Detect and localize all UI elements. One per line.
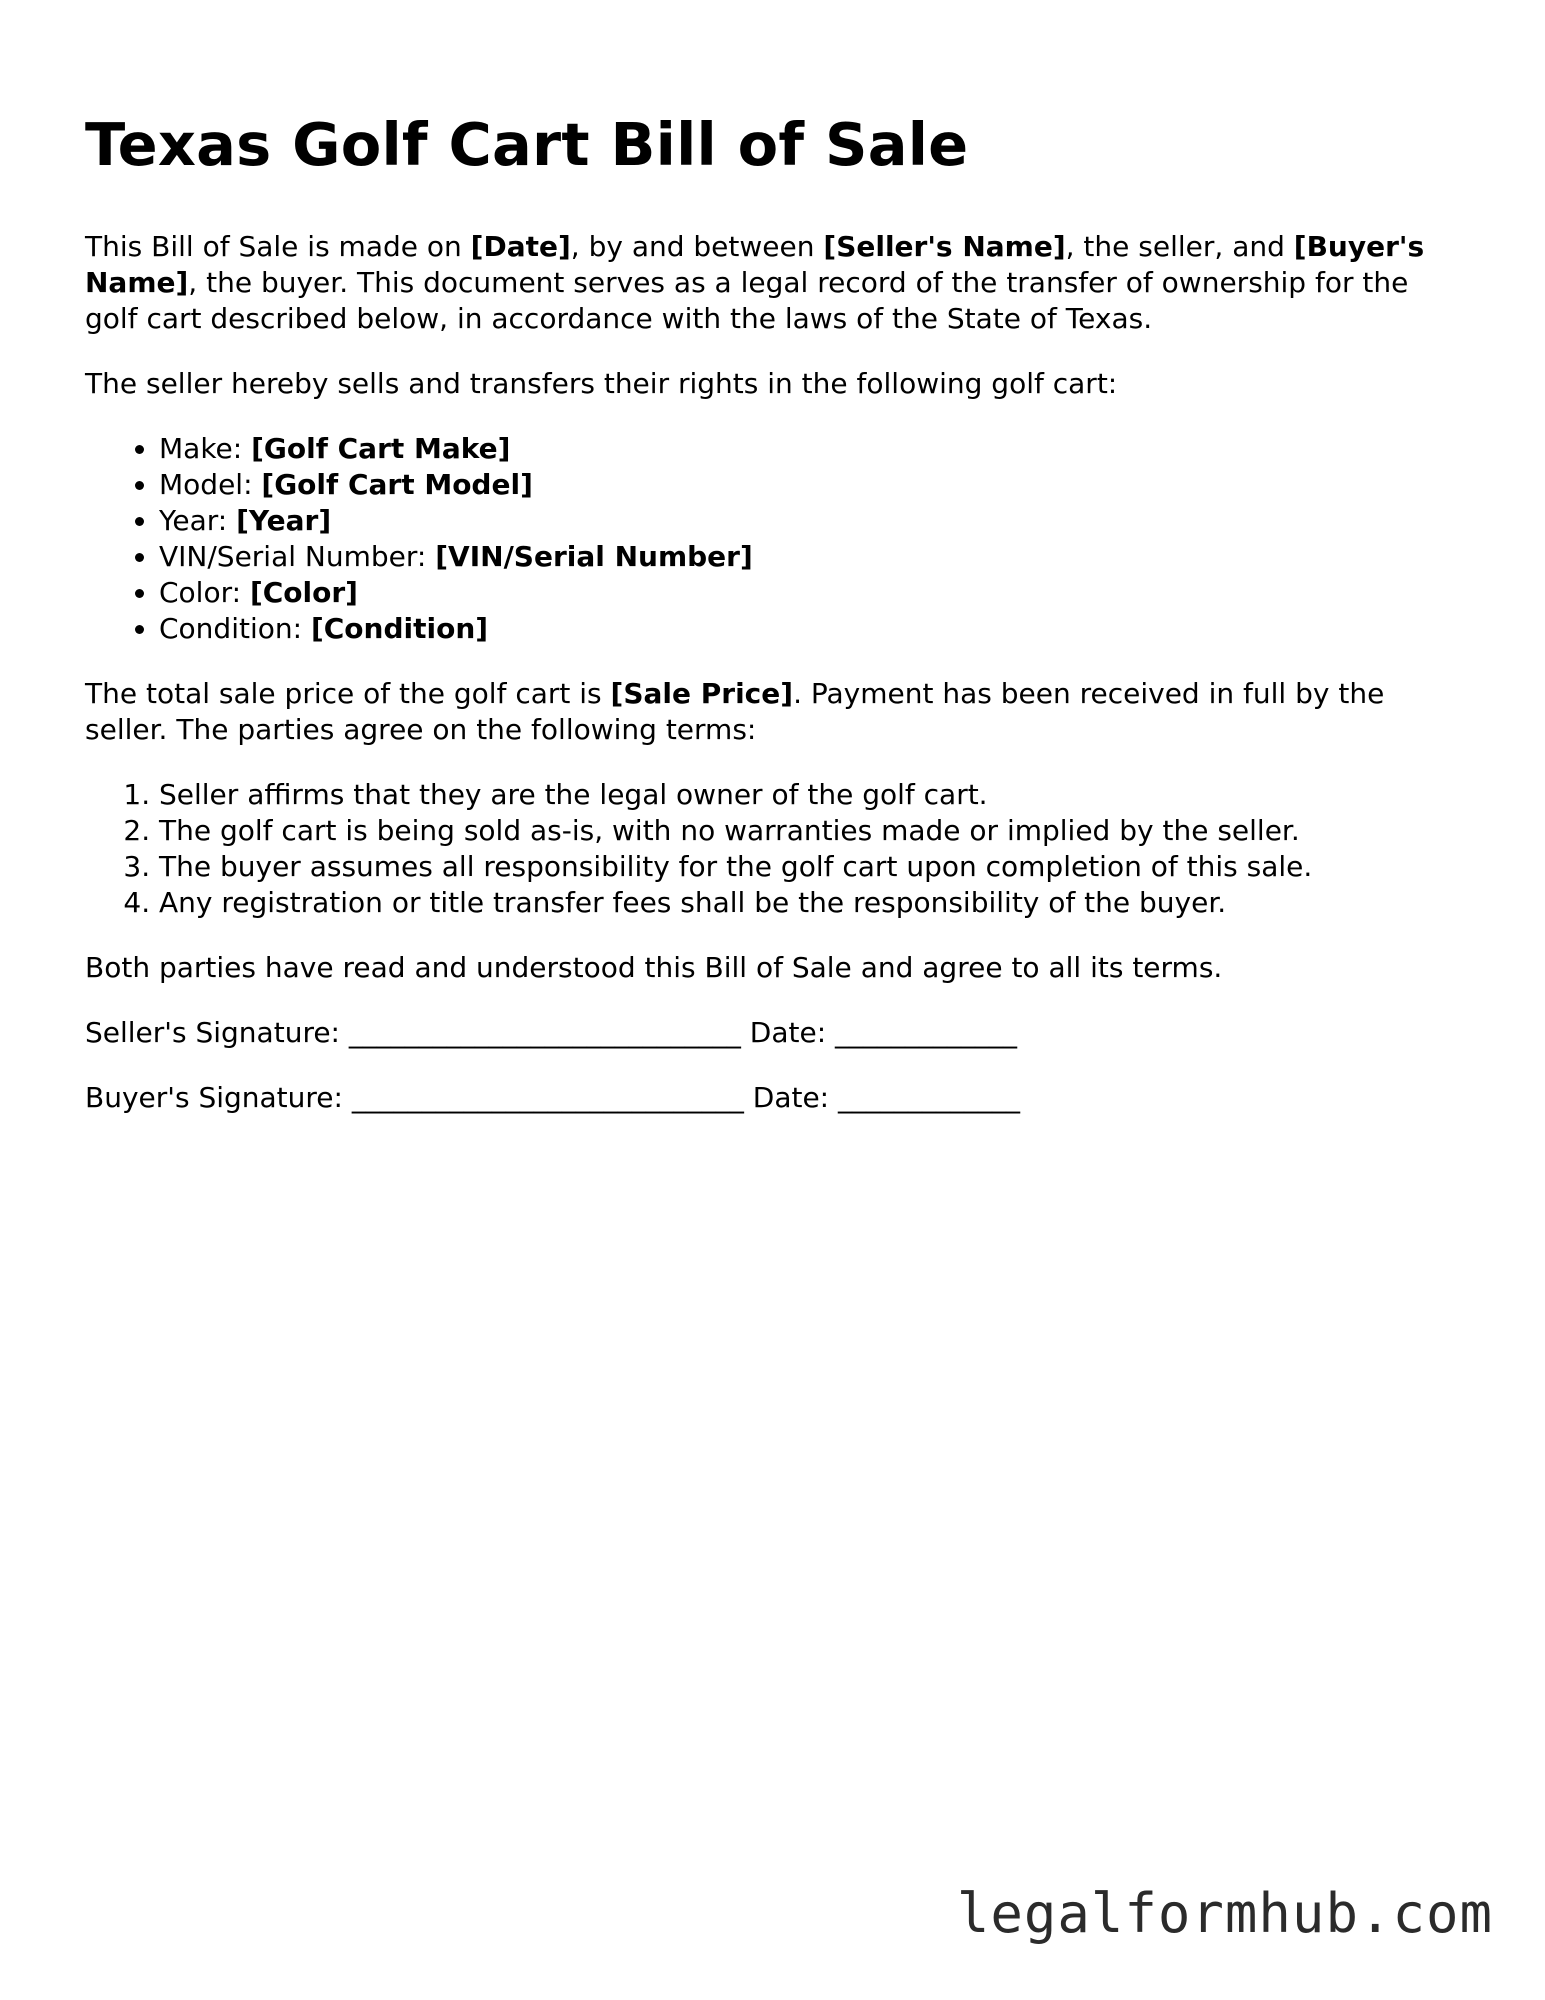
list-item — [159, 539, 1465, 575]
detail-value: [Condition] — [310, 612, 489, 645]
detail-label: Color: — [159, 576, 250, 609]
detail-label: Model: — [159, 468, 262, 501]
watermark: legalformhub.com — [956, 1882, 1493, 1945]
seller-name-placeholder: [Seller's Name] — [823, 230, 1066, 263]
document-page — [85, 105, 1465, 1145]
agreement-paragraph: Both parties have read and understood this Bill of Sale and agree to all its terms. — [85, 951, 1223, 984]
list-item — [159, 503, 1465, 539]
detail-value: [Golf Cart Model] — [261, 468, 533, 501]
detail-value: [Golf Cart Make] — [251, 432, 511, 465]
list-item: 3. The buyer assumes all responsibility for the golf cart upon completion of this sale. — [159, 849, 1465, 885]
list-item — [159, 431, 1465, 467]
price-paragraph — [85, 676, 1465, 748]
list-item — [159, 575, 1465, 611]
document-title: Texas Golf Cart Bill of Sale — [85, 110, 969, 179]
price-text-1: The total sale price of the golf cart is — [85, 677, 611, 710]
list-item: 4. Any registration or title transfer fees shall be the responsibility of the buyer. — [159, 885, 1465, 921]
terms-list — [85, 777, 1465, 921]
buyer-signature-line — [85, 1080, 1465, 1116]
detail-label: VIN/Serial Number: — [159, 540, 436, 573]
list-item: 1. Seller affirms that they are the legal owner of the golf cart. — [159, 777, 1465, 813]
list-item: 2. The golf cart is being sold as-is, with no warranties made or implied by the seller. — [159, 813, 1465, 849]
intro-text-2: , by and between — [570, 230, 824, 263]
date-placeholder: [Date] — [470, 230, 571, 263]
cart-details-list — [85, 431, 1465, 647]
intro-text-4: , the buyer. This document serves as a legal record of the transfer of ownership for the golf cart described below, in accordance with the laws of the State of Texas. — [85, 266, 1409, 335]
list-item — [159, 611, 1465, 647]
detail-label: Condition: — [159, 612, 311, 645]
intro-text-1: This Bill of Sale is made on — [85, 230, 471, 263]
intro-text-3: , the seller, and — [1065, 230, 1294, 263]
intro-paragraph — [85, 229, 1465, 337]
seller-signature-line — [85, 1015, 1465, 1051]
list-item — [159, 467, 1465, 503]
detail-value: [Year] — [236, 504, 332, 537]
detail-label: Year: — [159, 504, 237, 537]
detail-value: [Color] — [249, 576, 358, 609]
detail-value: [VIN/Serial Number] — [435, 540, 753, 573]
price-text-2: . Payment has been received in full by the seller. The parties agree on the following terms: — [85, 677, 1385, 746]
detail-label: Make: — [159, 432, 252, 465]
buyer-name-placeholder: [Buyer's Name] — [85, 230, 1425, 299]
sale-price-placeholder: [Sale Price] — [610, 677, 794, 710]
transfer-paragraph: The seller hereby sells and transfers their rights in the following golf cart: — [85, 367, 1118, 400]
seller-signature-text: Seller's Signature: ____________________________ Date: _____________ — [85, 1016, 1018, 1049]
buyer-signature-text: Buyer's Signature: ____________________________ Date: _____________ — [85, 1081, 1021, 1114]
